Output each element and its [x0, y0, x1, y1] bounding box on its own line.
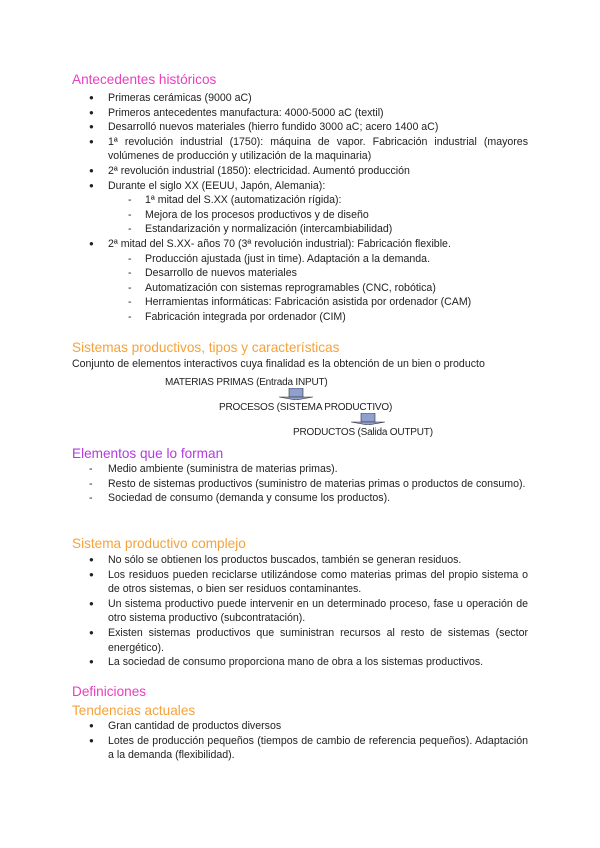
arrow-down-icon — [279, 388, 313, 400]
list-item-text: Primeros antecedentes manufactura: 4000-5000 aC (textil) — [108, 106, 384, 119]
list-item — [72, 237, 528, 252]
list-tendencias — [72, 719, 528, 763]
list-item — [72, 222, 528, 237]
list-item-text: Sociedad de consumo (demanda y consume los productos). — [108, 492, 391, 505]
section-heading-definiciones: Definiciones — [72, 684, 147, 699]
list-item — [72, 491, 528, 506]
diagram-output: PRODUCTOS (Salida OUTPUT) — [293, 427, 433, 438]
list-elementos — [72, 462, 528, 506]
list-item — [72, 477, 528, 492]
bullet-icon: ● — [89, 238, 94, 248]
list-item — [72, 462, 528, 477]
diagram-process: PROCESOS (SISTEMA PRODUCTIVO) — [219, 402, 393, 413]
list-item-text: La sociedad de consumo proporciona mano de obra a los sistemas productivos. — [108, 656, 484, 669]
list-item — [72, 568, 528, 597]
list-item — [72, 135, 528, 164]
list-item — [72, 266, 528, 281]
list-item — [72, 553, 528, 568]
list-item-text: Mejora de los procesos productivos y de diseño — [145, 208, 369, 221]
section-heading-sistemas: Sistemas productivos, tipos y características — [72, 340, 340, 355]
list-item-text: Resto de sistemas productivos (suministro de materias primas o productos de consumo). — [108, 477, 526, 490]
list-item — [72, 310, 528, 325]
bullet-icon: ● — [89, 555, 94, 564]
bullet-icon: ● — [89, 93, 94, 102]
list-item-text: 1ª mitad del S.XX (automatización rígida): — [145, 194, 342, 207]
list-item-text: Herramientas informáticas: Fabricación asistida por ordenador (CAM) — [145, 296, 472, 309]
dash-marker: - — [128, 267, 132, 280]
list-item-text: Desarrollo de nuevos materiales — [145, 267, 297, 280]
list-item-text: Existen sistemas productivos que suministran recursos al resto de sistemas (sector energético). — [108, 626, 528, 654]
section-heading-antecedentes: Antecedentes históricos — [72, 72, 217, 87]
dash-marker: - — [128, 281, 132, 294]
list-item — [72, 295, 528, 310]
dash-marker: - — [89, 492, 93, 505]
dash-marker: - — [128, 194, 132, 207]
list-item-text: Un sistema productivo puede intervenir en un determinado proceso, fase u operación de otro sistema productivo (subcontratación). — [108, 597, 528, 625]
list-item-text: 2ª revolución industrial (1850): electricidad. Aumentó producción — [108, 164, 410, 177]
list-item-text: Los residuos pueden reciclarse utilizándose como materias primas del propio sistema o de otros sistemas, o bien ser residuos contaminantes. — [108, 568, 528, 596]
dash-marker: - — [89, 463, 93, 475]
list-item-text: 1ª revolución industrial (1750): máquina de vapor. Fabricación industrial (mayores volúmenes de producción y utilización de la maquinaria) — [108, 135, 528, 163]
bullet-icon: ● — [89, 569, 94, 579]
dash-marker: - — [89, 477, 93, 490]
list-item-text: Automatización con sistemas reprogramables (CNC, robótica) — [145, 281, 436, 294]
bullet-icon: ● — [89, 165, 94, 175]
diagram-input: MATERIAS PRIMAS (Entrada INPUT) — [165, 377, 328, 388]
list-item-text: Estandarización y normalización (intercambiabilidad) — [145, 223, 393, 236]
list-item — [72, 719, 528, 734]
list-item — [72, 655, 528, 670]
list-item — [72, 734, 528, 763]
list-item — [72, 626, 528, 655]
bullet-icon: ● — [89, 735, 94, 745]
list-item — [72, 91, 528, 106]
list-item-text: Desarrolló nuevos materiales (hierro fundido 3000 aC; acero 1400 aC) — [108, 121, 439, 134]
bullet-icon: ● — [89, 122, 94, 132]
list-item-text: Medio ambiente (suministra de materias primas). — [108, 463, 338, 475]
dash-marker: - — [128, 208, 132, 221]
bullet-icon: ● — [89, 657, 94, 667]
list-item — [72, 164, 528, 179]
list-item-text: Fabricación integrada por ordenador (CIM) — [145, 310, 346, 323]
list-item-text: Gran cantidad de productos diversos — [108, 720, 282, 732]
list-item-text: No sólo se obtienen los productos buscados, también se generan residuos. — [108, 554, 462, 566]
list-item-text: Primeras cerámicas (9000 aC) — [108, 92, 252, 104]
list-item — [72, 208, 528, 223]
section-heading-complejo: Sistema productivo complejo — [72, 536, 246, 551]
list-item-text: 2ª mitad del S.XX- años 70 (3ª revolución industrial): Fabricación flexible. — [108, 237, 451, 250]
list-item — [72, 120, 528, 135]
list-item-text: Lotes de producción pequeños (tiempos de cambio de referencia pequeños). Adaptación a la demanda (flexibilidad). — [108, 734, 528, 762]
list-item — [72, 252, 528, 267]
list-item — [72, 179, 528, 194]
dash-marker: - — [128, 310, 132, 323]
list-complejo — [72, 553, 528, 670]
list-antecedentes — [72, 91, 528, 325]
bullet-icon: ● — [89, 627, 94, 637]
section-heading-tendencias: Tendencias actuales — [72, 703, 196, 718]
dash-marker: - — [128, 223, 132, 236]
bullet-icon: ● — [89, 721, 94, 730]
list-item-text: Producción ajustada (just in time). Adaptación a la demanda. — [145, 252, 431, 265]
list-item — [72, 597, 528, 626]
bullet-icon: ● — [89, 107, 94, 117]
arrow-down-icon — [351, 413, 385, 425]
bullet-icon: ● — [89, 136, 94, 146]
section-heading-elementos: Elementos que lo forman — [72, 446, 224, 461]
list-item — [72, 106, 528, 121]
list-item — [72, 193, 528, 208]
list-item — [72, 281, 528, 296]
dash-marker: - — [128, 296, 132, 309]
dash-marker: - — [128, 252, 132, 265]
bullet-icon: ● — [89, 180, 94, 190]
list-item-text: Durante el siglo XX (EEUU, Japón, Alemania): — [108, 179, 326, 192]
sistemas-intro: Conjunto de elementos interactivos cuya finalidad es la obtención de un bien o producto — [72, 358, 485, 370]
bullet-icon: ● — [89, 598, 94, 608]
